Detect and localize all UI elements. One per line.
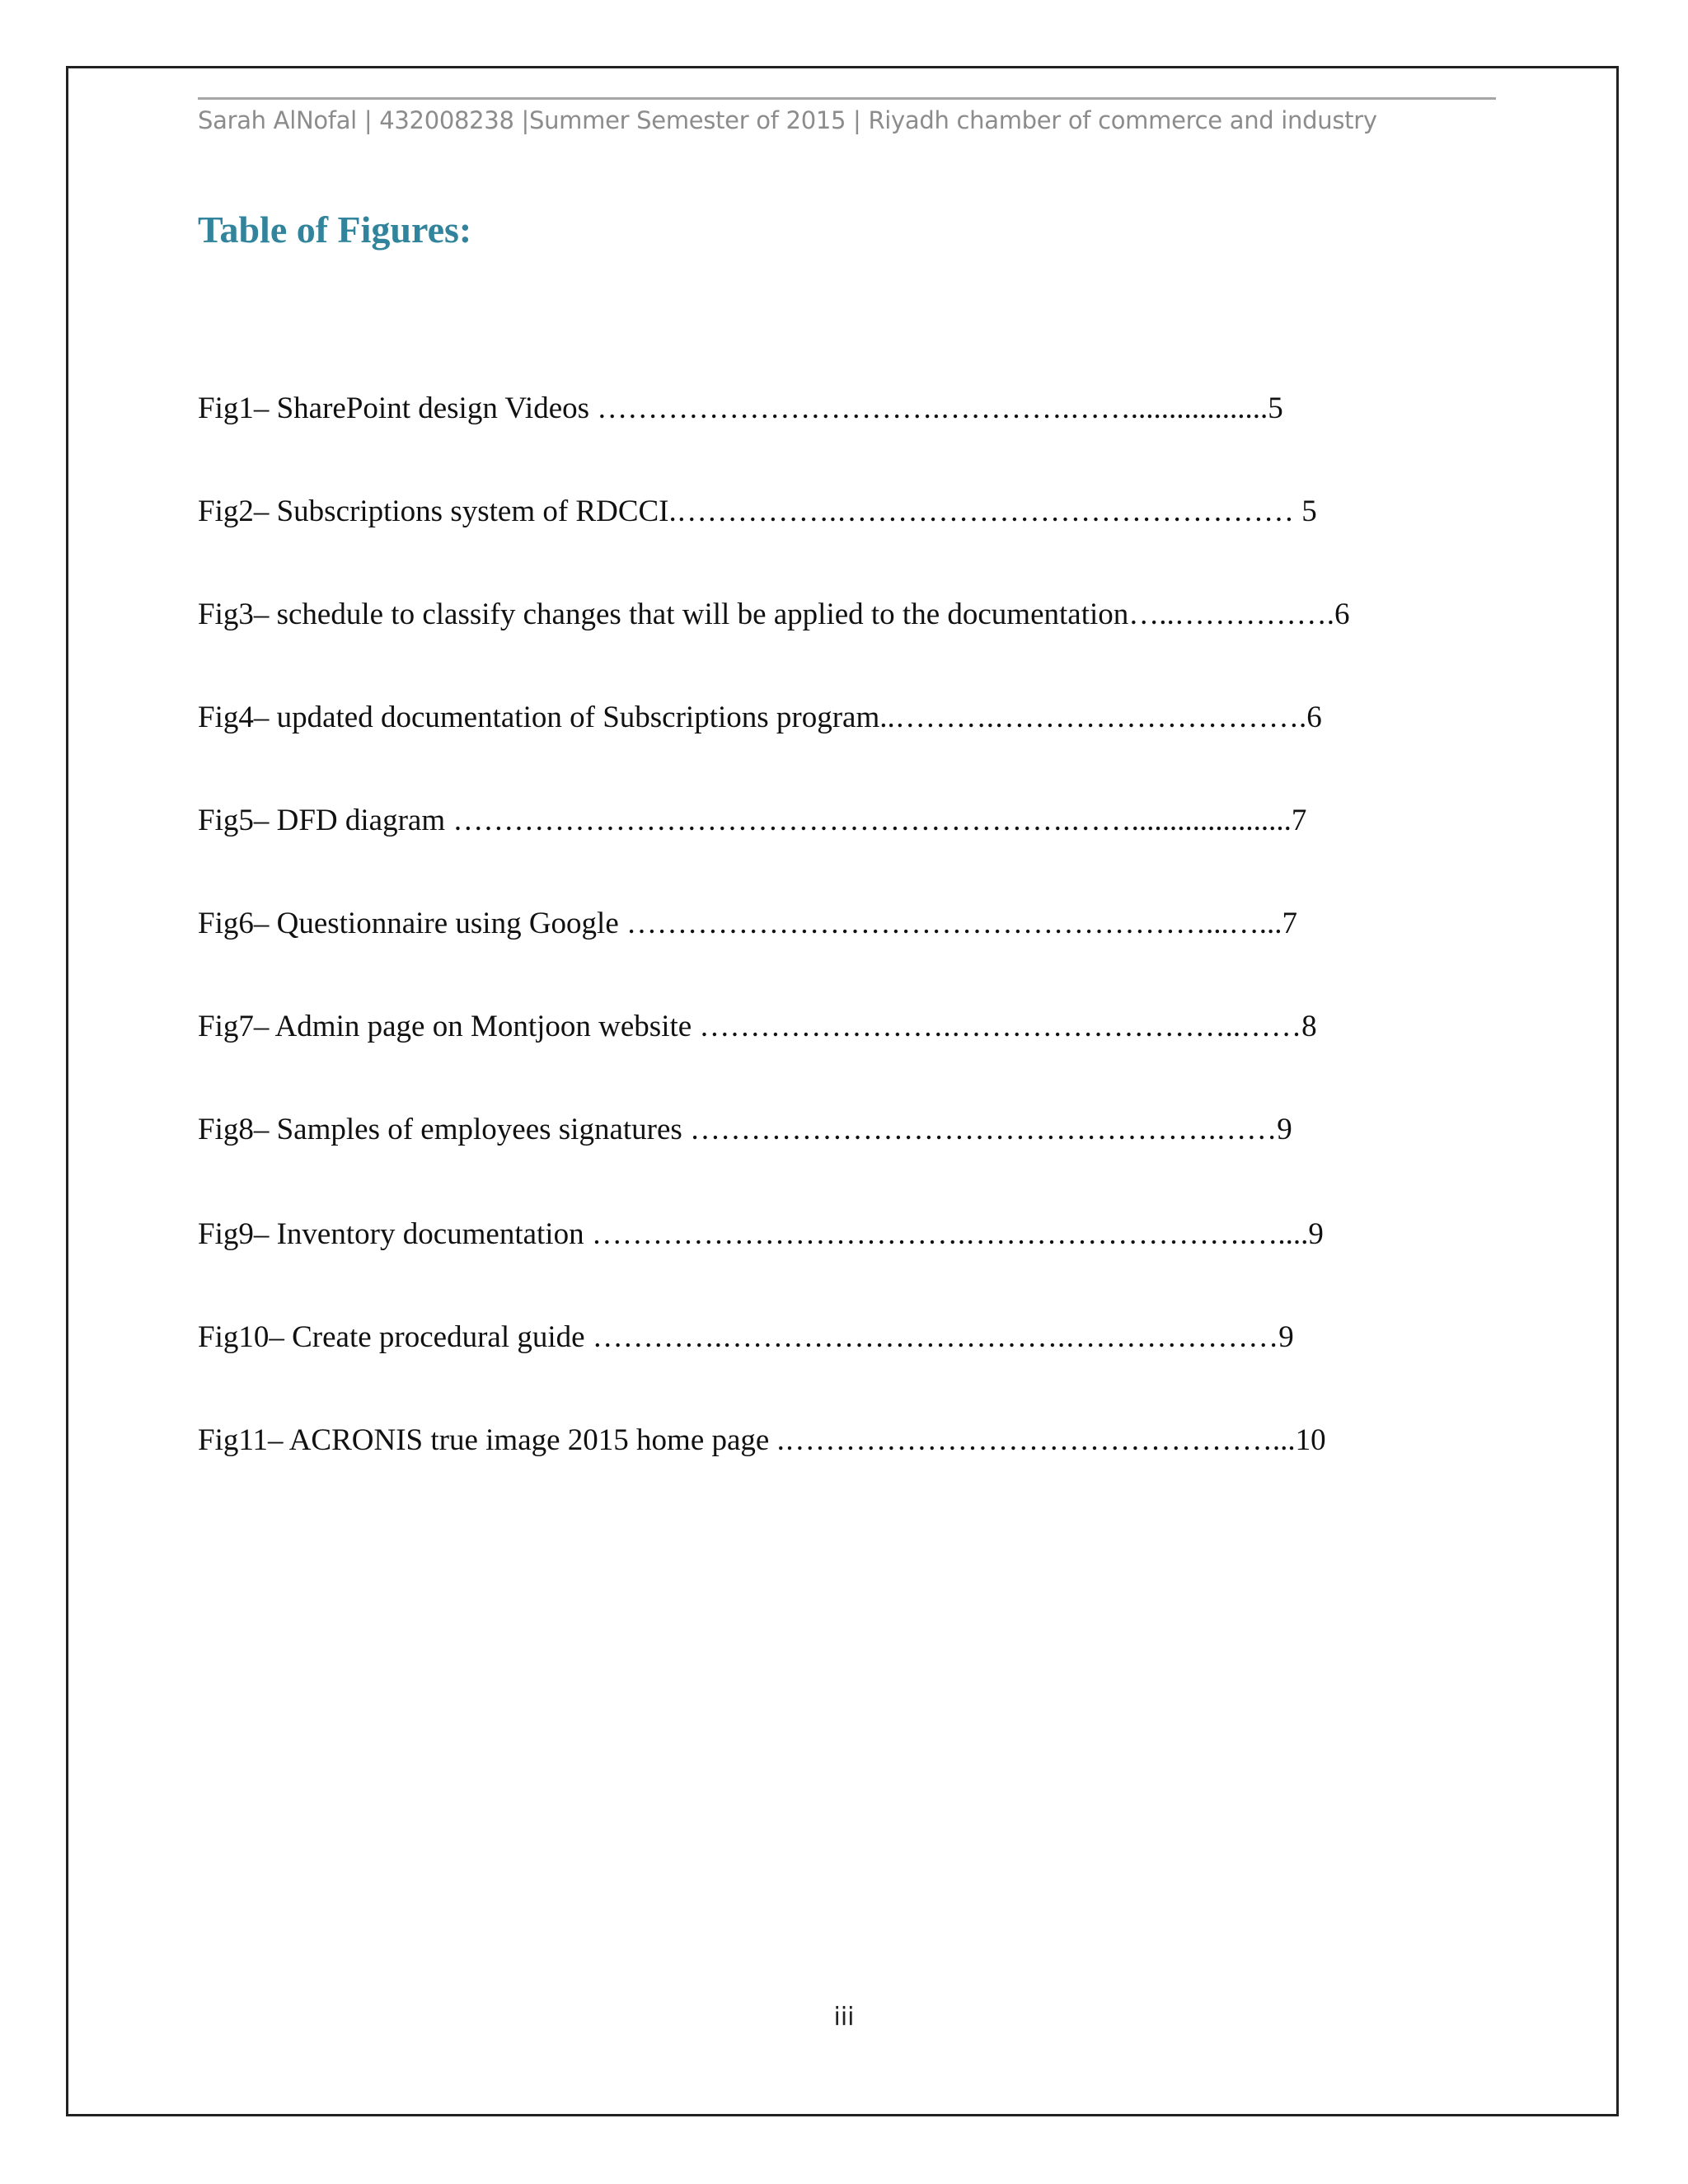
toc-entry-fig10[interactable]: Fig10– Create procedural guide ………….…………………………….…………………9	[198, 1320, 1294, 1354]
toc-entry-fig8[interactable]: Fig8– Samples of employees signatures …………………………………………….……9	[198, 1113, 1292, 1146]
running-header: Sarah AlNofal | 432008238 |Summer Semester of 2015 | Riyadh chamber of commerce and industry	[198, 97, 1496, 140]
toc-entry-fig7[interactable]: Fig7– Admin page on Montjoon website …………………….………………………..……8	[198, 1010, 1317, 1043]
page-border	[66, 66, 1619, 2116]
toc-entry-fig5[interactable]: Fig5– DFD diagram …………………………………………………….…….....................7	[198, 804, 1307, 837]
toc-entry-fig6[interactable]: Fig6– Questionnaire using Google …………………………………………………...…...7	[198, 907, 1298, 940]
toc-entry-fig1[interactable]: Fig1– SharePoint design Videos …………………………….………….……..................5	[198, 391, 1283, 425]
toc-entry-fig2[interactable]: Fig2– Subscriptions system of RDCCI.…………….……………………………………… 5	[198, 494, 1317, 528]
toc-entry-fig11[interactable]: Fig11– ACRONIS true image 2015 home page .…………………………………………...10	[198, 1423, 1326, 1457]
page-title: Table of Figures:	[198, 209, 472, 251]
page-number: iii	[833, 2003, 855, 2032]
toc-entry-fig3[interactable]: Fig3– schedule to classify changes that will be applied to the documentation…..…………….6	[198, 598, 1350, 631]
toc-entry-fig4[interactable]: Fig4– updated documentation of Subscriptions program..……….………………………….6	[198, 701, 1322, 734]
toc-entry-fig9[interactable]: Fig9– Inventory documentation ……………………………….……………………….…....9	[198, 1217, 1324, 1251]
